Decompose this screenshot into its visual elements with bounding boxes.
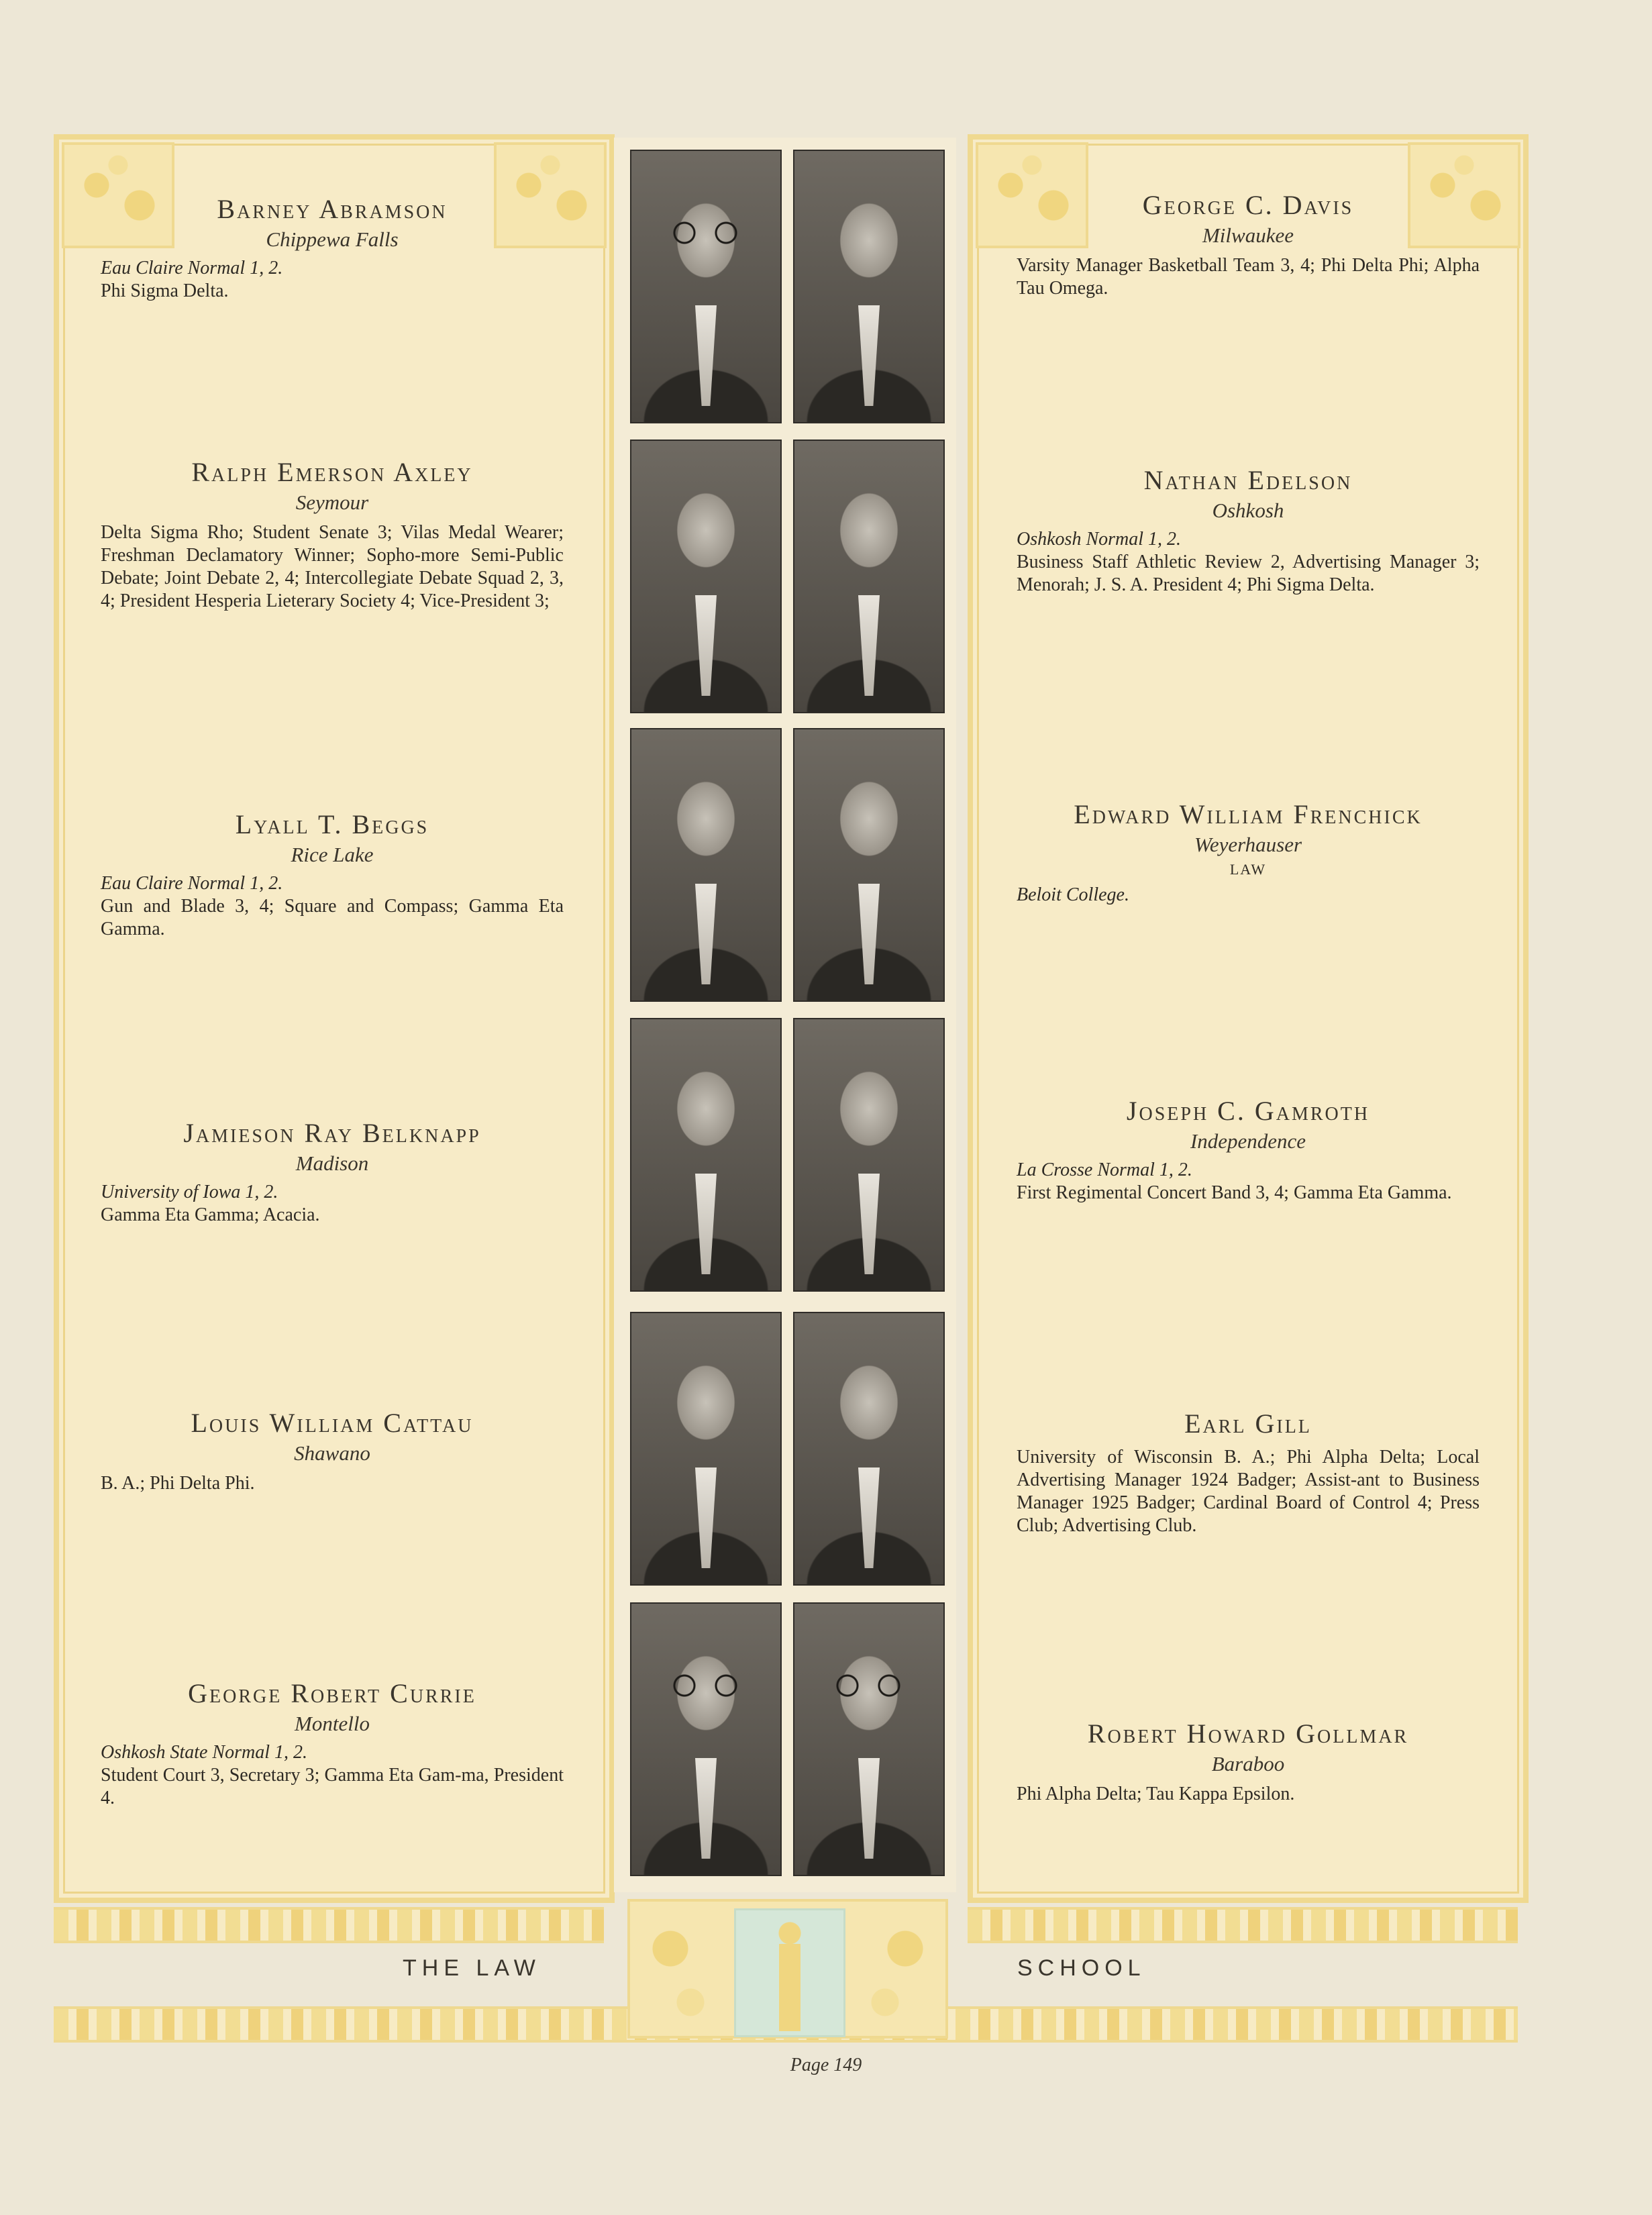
right-text-panel [968, 134, 1529, 1903]
activities: Varsity Manager Basketball Team 3, 4; Phi Delta Phi; Alpha Tau Omega. [1017, 255, 1480, 299]
student-entry [1017, 189, 1480, 300]
student-name: George Robert Currie [188, 1678, 476, 1708]
portrait-photo [793, 1018, 945, 1292]
hometown: Weyerhauser [1194, 833, 1302, 856]
student-name: Robert Howard Gollmar [1087, 1718, 1409, 1749]
ornament-band [54, 1907, 604, 1943]
student-entry [101, 809, 564, 941]
portrait-photo [630, 440, 782, 713]
portrait-photo [793, 150, 945, 423]
activities: Gun and Blade 3, 4; Square and Compass; Gamma Eta Gamma. [101, 896, 564, 939]
student-name: Lyall T. Beggs [235, 809, 429, 839]
prior-education: Eau Claire Normal 1, 2. [101, 258, 283, 278]
hometown: Madison [295, 1151, 369, 1175]
degree-label: LAW [1229, 861, 1267, 878]
student-name: Earl Gill [1184, 1408, 1312, 1439]
prior-education: Oshkosh State Normal 1, 2. [101, 1742, 307, 1763]
hometown: Seymour [295, 491, 369, 514]
activities: Business Staff Athletic Review 2, Advertising Manager 3; Menorah; J. S. A. President 4; Phi Sigma Delta. [1017, 552, 1480, 595]
student-entry [101, 1407, 564, 1495]
portrait-photo [630, 150, 782, 423]
student-entry [1017, 1095, 1480, 1204]
footer-label-left: THE LAW [403, 1955, 541, 1981]
student-entry [1017, 799, 1480, 907]
student-name: Ralph Emerson Axley [191, 457, 473, 487]
prior-education: University of Iowa 1, 2. [101, 1182, 278, 1202]
left-text-panel [54, 134, 615, 1903]
portrait-photo [793, 1602, 945, 1876]
footer-label-right: SCHOOL [1017, 1955, 1146, 1981]
hometown: Independence [1190, 1129, 1306, 1153]
activities: Gamma Eta Gamma; Acacia. [101, 1204, 320, 1225]
hometown: Montello [295, 1712, 370, 1735]
student-name: Joseph C. Gamroth [1126, 1096, 1370, 1126]
activities: First Regimental Concert Band 3, 4; Gamma Eta Gamma. [1017, 1182, 1452, 1203]
prior-education: Beloit College. [1017, 884, 1129, 905]
ornament-band [968, 1907, 1518, 1943]
student-entry [101, 1117, 564, 1227]
student-name: Barney Abramson [217, 194, 448, 224]
statue-icon [734, 1908, 845, 2037]
activities: University of Wisconsin B. A.; Phi Alpha Delta; Local Advertising Manager 1924 Badger; Assist-ant to Business Manager 1925 Badger; Cardinal Board of Control 4; Press Club; Advertising Club. [1017, 1447, 1480, 1536]
activities: Phi Sigma Delta. [101, 280, 229, 301]
portrait-photo [630, 728, 782, 1002]
portrait-column [614, 138, 956, 1892]
student-entry [1017, 1408, 1480, 1537]
hometown: Milwaukee [1202, 223, 1294, 247]
portrait-photo [630, 1312, 782, 1586]
student-name: Nathan Edelson [1143, 465, 1353, 495]
portrait-photo [793, 1312, 945, 1586]
hometown: Oshkosh [1212, 499, 1284, 522]
student-entry [101, 193, 564, 303]
portrait-photo [630, 1018, 782, 1292]
prior-education: Eau Claire Normal 1, 2. [101, 873, 283, 894]
student-name: Jamieson Ray Belknapp [183, 1118, 481, 1148]
portrait-photo [793, 440, 945, 713]
hometown: Baraboo [1211, 1752, 1285, 1775]
portrait-photo [793, 728, 945, 1002]
footer-emblem [627, 1899, 948, 2039]
student-name: George C. Davis [1142, 190, 1354, 220]
student-name: Edward William Frenchick [1074, 799, 1423, 829]
hometown: Rice Lake [291, 843, 374, 866]
activities: Delta Sigma Rho; Student Senate 3; Vilas Medal Wearer; Freshman Declamatory Winner; Sopho-more Semi-Public Debate; Joint Debate 2, 4; Intercollegiate Debate Squad 2, 3, 4; President Hesperia Lieterary Society 4; Vice-President 3; [101, 522, 564, 611]
hometown: Chippewa Falls [266, 227, 399, 251]
prior-education: La Crosse Normal 1, 2. [1017, 1160, 1192, 1180]
student-entry [101, 1678, 564, 1810]
page-number: Page 149 [790, 2055, 862, 2075]
activities: Phi Alpha Delta; Tau Kappa Epsilon. [1017, 1784, 1295, 1804]
student-entry [1017, 1718, 1480, 1806]
prior-education: Oshkosh Normal 1, 2. [1017, 529, 1182, 550]
activities: B. A.; Phi Delta Phi. [101, 1473, 255, 1494]
activities: Student Court 3, Secretary 3; Gamma Eta Gam-ma, President 4. [101, 1765, 564, 1808]
hometown: Shawano [294, 1441, 370, 1465]
student-entry [1017, 464, 1480, 597]
student-name: Louis William Cattau [191, 1408, 474, 1438]
portrait-photo [630, 1602, 782, 1876]
student-entry [101, 456, 564, 613]
